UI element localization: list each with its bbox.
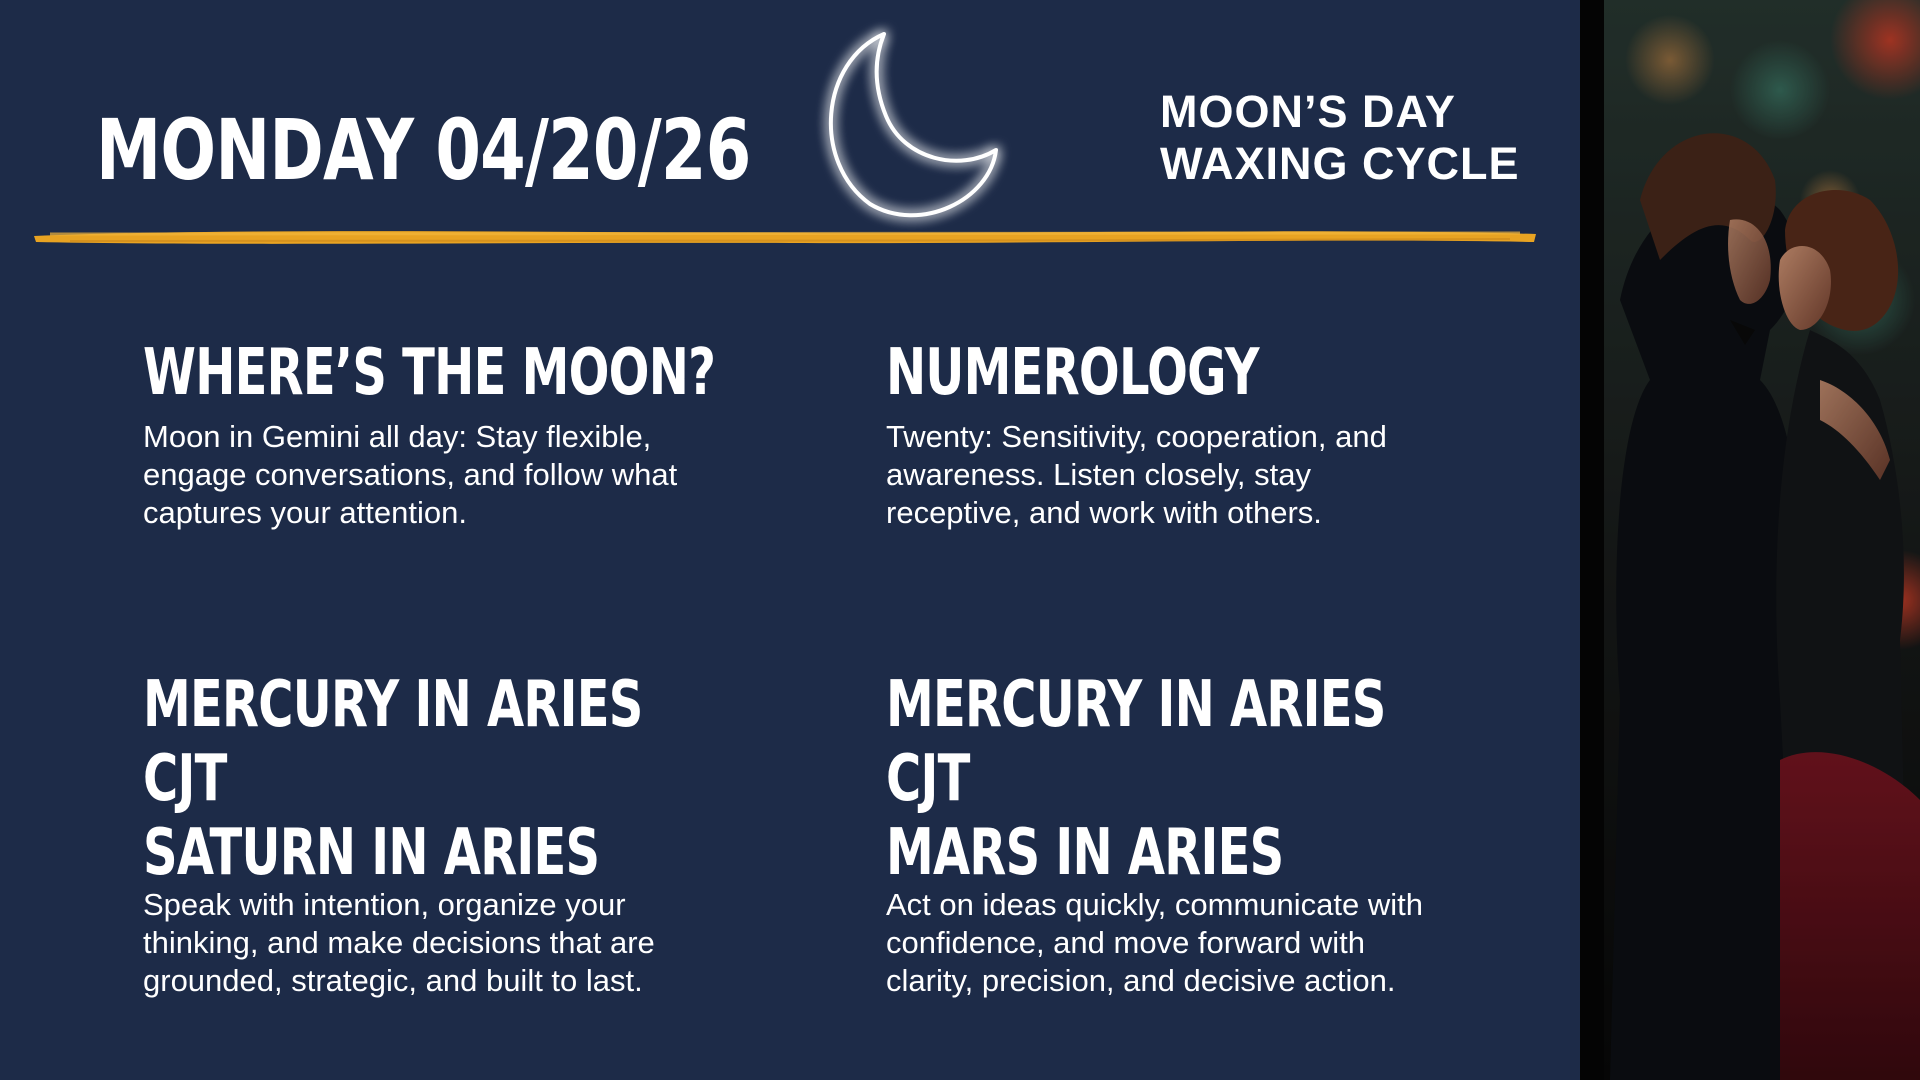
- section-body: Twenty: Sensitivity, cooperation, and awareness. Listen closely, stay receptive, and work with others.: [886, 419, 1387, 530]
- section-title: [143, 668, 728, 890]
- section-numerology: [886, 336, 1486, 532]
- section-mercury-saturn: [143, 668, 743, 1000]
- section-title-line: MERCURY IN ARIES CJT: [886, 668, 1386, 816]
- section-moon-location: [143, 336, 743, 532]
- cycle-label: [1160, 86, 1520, 190]
- couple-photo: [1580, 0, 1920, 1080]
- section-body: Speak with intention, organize your thinking, and make decisions that are grounded, strategic, and built to last.: [143, 887, 655, 998]
- section-title: NUMEROLOGY: [886, 336, 1259, 410]
- section-body: Moon in Gemini all day: Stay flexible, engage conversations, and follow what captures your attention.: [143, 419, 678, 530]
- section-body: Act on ideas quickly, communicate with confidence, and move forward with clarity, precision, and decisive action.: [886, 887, 1423, 998]
- cycle-line-day: MOON’S DAY: [1160, 86, 1456, 137]
- section-title: [886, 668, 1471, 890]
- cycle-line-phase: WAXING CYCLE: [1160, 138, 1520, 189]
- crescent-moon-icon: [800, 22, 1020, 222]
- section-mercury-mars: [886, 668, 1486, 1000]
- page-title: MONDAY 04/20/26: [96, 101, 751, 199]
- section-title: WHERE’S THE MOON?: [143, 336, 716, 410]
- section-title-line: MERCURY IN ARIES CJT: [143, 668, 643, 816]
- section-title-line: SATURN IN ARIES: [143, 816, 600, 890]
- header-divider: [30, 222, 1540, 250]
- section-title-line: MARS IN ARIES: [886, 816, 1284, 890]
